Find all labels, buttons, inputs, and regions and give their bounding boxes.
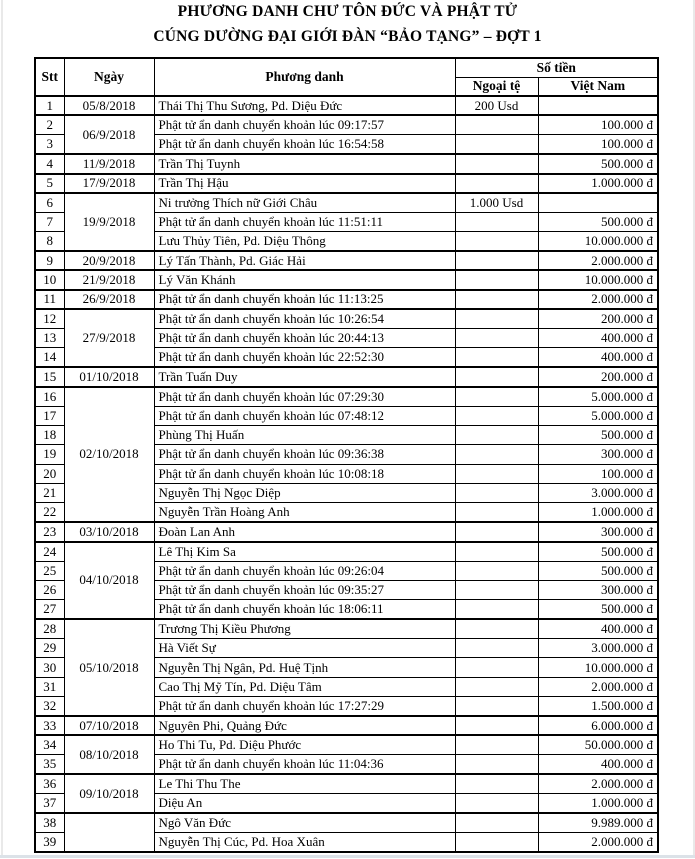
name-cell: Lưu Thủy Tiên, Pd. Diệu Thông [154, 232, 455, 251]
vnd-amount-cell: 300.000 đ [538, 522, 658, 541]
table-row [35, 251, 658, 270]
name-cell: Nguyễn Thị Cúc, Pd. Hoa Xuân [154, 832, 455, 851]
foreign-currency-cell [455, 445, 538, 464]
table-row [35, 270, 658, 289]
foreign-currency-cell [455, 716, 538, 735]
stt-cell: 7 [35, 212, 64, 231]
foreign-currency-cell [455, 658, 538, 677]
stt-cell: 9 [35, 251, 64, 270]
foreign-currency-cell [455, 813, 538, 832]
vnd-amount-cell: 50.000.000 đ [538, 735, 658, 754]
vnd-amount-cell: 10.000.000 đ [538, 232, 658, 251]
date-cell: 04/10/2018 [64, 542, 154, 620]
stt-cell: 28 [35, 619, 64, 638]
name-cell: Phật tử ẩn danh chuyển khoản lúc 07:29:30 [154, 387, 455, 406]
stt-cell: 23 [35, 522, 64, 541]
name-cell: Trần Tuấn Duy [154, 367, 455, 386]
name-cell: Nguyên Phi, Quảng Đức [154, 716, 455, 735]
name-cell: Thái Thị Thu Sương, Pd. Diệu Đức [154, 96, 455, 115]
name-cell: Trần Thị Tuynh [154, 154, 455, 173]
name-cell: Phật tử ẩn danh chuyển khoản lúc 07:48:12 [154, 406, 455, 425]
stt-cell: 5 [35, 174, 64, 193]
name-cell: Trương Thị Kiều Phương [154, 619, 455, 638]
vnd-amount-cell: 1.000.000 đ [538, 503, 658, 522]
table-row [35, 716, 658, 735]
foreign-currency-cell [455, 755, 538, 774]
vnd-amount-cell: 2.000.000 đ [538, 251, 658, 270]
stt-cell: 21 [35, 484, 64, 503]
stt-cell: 22 [35, 503, 64, 522]
name-cell: Hà Viết Sự [154, 639, 455, 658]
foreign-currency-cell [455, 735, 538, 754]
vnd-amount-cell: 500.000 đ [538, 600, 658, 619]
name-cell: Phật tử ẩn danh chuyển khoản lúc 11:13:25 [154, 290, 455, 309]
date-cell: 27/9/2018 [64, 309, 154, 367]
vnd-amount-cell: 300.000 đ [538, 445, 658, 464]
table-body [35, 96, 658, 852]
table-row [35, 309, 658, 328]
stt-cell: 39 [35, 832, 64, 851]
name-cell: Cao Thị Mỹ Tín, Pd. Diệu Tâm [154, 677, 455, 696]
stt-cell: 37 [35, 794, 64, 813]
foreign-currency-cell [455, 522, 538, 541]
foreign-currency-cell [455, 677, 538, 696]
table-row [35, 774, 658, 793]
vnd-amount-cell: 100.000 đ [538, 135, 658, 154]
date-cell: 01/10/2018 [64, 367, 154, 386]
name-cell: Ni trưởng Thích nữ Giới Châu [154, 193, 455, 212]
header-so-tien: Số tiền [455, 58, 658, 77]
foreign-currency-cell [455, 135, 538, 154]
foreign-currency-cell [455, 174, 538, 193]
vnd-amount-cell: 500.000 đ [538, 542, 658, 561]
name-cell: Lê Thị Kim Sa [154, 542, 455, 561]
foreign-currency-cell [455, 697, 538, 716]
foreign-currency-cell [455, 290, 538, 309]
stt-cell: 17 [35, 406, 64, 425]
vnd-amount-cell: 400.000 đ [538, 755, 658, 774]
name-cell: Nguyễn Thị Ngọc Diệp [154, 484, 455, 503]
header-ngoai-te: Ngoại tệ [455, 77, 538, 96]
foreign-currency-cell [455, 270, 538, 289]
foreign-currency-cell [455, 503, 538, 522]
foreign-currency-cell: 1.000 Usd [455, 193, 538, 212]
vnd-amount-cell: 500.000 đ [538, 154, 658, 173]
stt-cell: 33 [35, 716, 64, 735]
vnd-amount-cell: 500.000 đ [538, 425, 658, 444]
name-cell: Phật tử ẩn danh chuyển khoản lúc 09:26:04 [154, 561, 455, 580]
vnd-amount-cell: 3.000.000 đ [538, 639, 658, 658]
date-cell: 07/10/2018 [64, 716, 154, 735]
vnd-amount-cell: 2.000.000 đ [538, 774, 658, 793]
date-cell: 11/9/2018 [64, 154, 154, 173]
stt-cell: 15 [35, 367, 64, 386]
stt-cell: 19 [35, 445, 64, 464]
stt-cell: 13 [35, 329, 64, 348]
stt-cell: 35 [35, 755, 64, 774]
vnd-amount-cell: 400.000 đ [538, 619, 658, 638]
date-cell: 20/9/2018 [64, 251, 154, 270]
stt-cell: 24 [35, 542, 64, 561]
page-edge-left [1, 0, 3, 856]
foreign-currency-cell [455, 212, 538, 231]
date-cell: 06/9/2018 [64, 115, 154, 154]
stt-cell: 2 [35, 115, 64, 134]
vnd-amount-cell: 200.000 đ [538, 309, 658, 328]
vnd-amount-cell: 5.000.000 đ [538, 387, 658, 406]
name-cell: Phật tử ẩn danh chuyển khoản lúc 16:54:58 [154, 135, 455, 154]
foreign-currency-cell [455, 232, 538, 251]
stt-cell: 4 [35, 154, 64, 173]
name-cell: Phật tử ẩn danh chuyển khoản lúc 10:26:54 [154, 309, 455, 328]
foreign-currency-cell [455, 406, 538, 425]
vnd-amount-cell: 100.000 đ [538, 464, 658, 483]
foreign-currency-cell [455, 115, 538, 134]
name-cell: Phật tử ẩn danh chuyển khoản lúc 11:04:36 [154, 755, 455, 774]
stt-cell: 3 [35, 135, 64, 154]
stt-cell: 10 [35, 270, 64, 289]
stt-cell: 30 [35, 658, 64, 677]
foreign-currency-cell [455, 639, 538, 658]
header-ngay: Ngày [64, 58, 154, 96]
vnd-amount-cell: 3.000.000 đ [538, 484, 658, 503]
foreign-currency-cell [455, 484, 538, 503]
date-cell: 19/9/2018 [64, 193, 154, 251]
vnd-amount-cell: 9.989.000 đ [538, 813, 658, 832]
name-cell: Ngô Văn Đức [154, 813, 455, 832]
document-title-line2: CÚNG DƯỜNG ĐẠI GIỚI ĐÀN “BẢO TẠNG” – ĐỢT 1 [153, 28, 542, 45]
stt-cell: 32 [35, 697, 64, 716]
date-cell: 05/10/2018 [64, 619, 154, 716]
vnd-amount-cell [538, 96, 658, 115]
stt-cell: 16 [35, 387, 64, 406]
foreign-currency-cell: 200 Usd [455, 96, 538, 115]
vnd-amount-cell: 1.500.000 đ [538, 697, 658, 716]
stt-cell: 6 [35, 193, 64, 212]
table-row [35, 290, 658, 309]
table-row [35, 735, 658, 754]
name-cell: Ho Thi Tu, Pd. Diệu Phước [154, 735, 455, 754]
foreign-currency-cell [455, 425, 538, 444]
stt-cell: 11 [35, 290, 64, 309]
stt-cell: 20 [35, 464, 64, 483]
table-row [35, 367, 658, 386]
date-cell [64, 813, 154, 852]
foreign-currency-cell [455, 154, 538, 173]
foreign-currency-cell [455, 464, 538, 483]
name-cell: Lý Văn Khánh [154, 270, 455, 289]
name-cell: Trần Thị Hậu [154, 174, 455, 193]
date-cell: 05/8/2018 [64, 96, 154, 115]
name-cell: Phật tử ẩn danh chuyển khoản lúc 09:35:27 [154, 580, 455, 599]
vnd-amount-cell: 400.000 đ [538, 329, 658, 348]
name-cell: Nguyễn Trần Hoàng Anh [154, 503, 455, 522]
vnd-amount-cell: 6.000.000 đ [538, 716, 658, 735]
table-row [35, 174, 658, 193]
stt-cell: 36 [35, 774, 64, 793]
vnd-amount-cell: 10.000.000 đ [538, 658, 658, 677]
date-cell: 17/9/2018 [64, 174, 154, 193]
name-cell: Phật tử ẩn danh chuyển khoản lúc 11:51:11 [154, 212, 455, 231]
table-row [35, 619, 658, 638]
vnd-amount-cell: 100.000 đ [538, 115, 658, 134]
foreign-currency-cell [455, 387, 538, 406]
foreign-currency-cell [455, 832, 538, 851]
foreign-currency-cell [455, 348, 538, 367]
name-cell: Le Thi Thu The [154, 774, 455, 793]
table-row [35, 154, 658, 173]
stt-cell: 18 [35, 425, 64, 444]
table-header [35, 58, 658, 96]
table-row [35, 522, 658, 541]
stt-cell: 26 [35, 580, 64, 599]
stt-cell: 1 [35, 96, 64, 115]
foreign-currency-cell [455, 580, 538, 599]
table-row [35, 115, 658, 134]
foreign-currency-cell [455, 542, 538, 561]
stt-cell: 12 [35, 309, 64, 328]
vnd-amount-cell: 2.000.000 đ [538, 832, 658, 851]
vnd-amount-cell: 500.000 đ [538, 561, 658, 580]
date-cell: 08/10/2018 [64, 735, 154, 774]
document-title-line1: PHƯƠNG DANH CHƯ TÔN ĐỨC VÀ PHẬT TỬ [177, 3, 518, 20]
page-edge-bottom [0, 855, 695, 858]
date-cell: 02/10/2018 [64, 387, 154, 523]
name-cell: Phùng Thị Huấn [154, 425, 455, 444]
header-viet-nam: Việt Nam [538, 77, 658, 96]
name-cell: Phật tử ẩn danh chuyển khoản lúc 22:52:30 [154, 348, 455, 367]
date-cell: 03/10/2018 [64, 522, 154, 541]
foreign-currency-cell [455, 367, 538, 386]
foreign-currency-cell [455, 619, 538, 638]
vnd-amount-cell: 500.000 đ [538, 212, 658, 231]
foreign-currency-cell [455, 600, 538, 619]
table-row [35, 542, 658, 561]
vnd-amount-cell: 300.000 đ [538, 580, 658, 599]
stt-cell: 8 [35, 232, 64, 251]
foreign-currency-cell [455, 251, 538, 270]
name-cell: Phật tử ẩn danh chuyển khoản lúc 09:36:38 [154, 445, 455, 464]
date-cell: 26/9/2018 [64, 290, 154, 309]
name-cell: Phật tử ẩn danh chuyển khoản lúc 20:44:13 [154, 329, 455, 348]
header-phuong-danh: Phương danh [154, 58, 455, 96]
name-cell: Phật tử ẩn danh chuyển khoản lúc 10:08:18 [154, 464, 455, 483]
foreign-currency-cell [455, 561, 538, 580]
stt-cell: 31 [35, 677, 64, 696]
name-cell: Phật tử ẩn danh chuyển khoản lúc 18:06:11 [154, 600, 455, 619]
name-cell: Đoàn Lan Anh [154, 522, 455, 541]
stt-cell: 25 [35, 561, 64, 580]
foreign-currency-cell [455, 329, 538, 348]
foreign-currency-cell [455, 794, 538, 813]
stt-cell: 27 [35, 600, 64, 619]
foreign-currency-cell [455, 309, 538, 328]
date-cell: 09/10/2018 [64, 774, 154, 813]
date-cell: 21/9/2018 [64, 270, 154, 289]
stt-cell: 14 [35, 348, 64, 367]
name-cell: Lý Tấn Thành, Pd. Giác Hải [154, 251, 455, 270]
name-cell: Phật tử ẩn danh chuyển khoản lúc 17:27:29 [154, 697, 455, 716]
stt-cell: 29 [35, 639, 64, 658]
vnd-amount-cell [538, 193, 658, 212]
table-row [35, 387, 658, 406]
donation-table [34, 57, 659, 853]
table-row [35, 96, 658, 115]
vnd-amount-cell: 400.000 đ [538, 348, 658, 367]
vnd-amount-cell: 5.000.000 đ [538, 406, 658, 425]
vnd-amount-cell: 200.000 đ [538, 367, 658, 386]
stt-cell: 38 [35, 813, 64, 832]
vnd-amount-cell: 1.000.000 đ [538, 174, 658, 193]
vnd-amount-cell: 2.000.000 đ [538, 290, 658, 309]
name-cell: Phật tử ẩn danh chuyển khoản lúc 09:17:57 [154, 115, 455, 134]
name-cell: Nguyễn Thị Ngân, Pd. Huệ Tịnh [154, 658, 455, 677]
header-stt: Stt [35, 58, 64, 96]
name-cell: Diệu An [154, 794, 455, 813]
foreign-currency-cell [455, 774, 538, 793]
vnd-amount-cell: 10.000.000 đ [538, 270, 658, 289]
vnd-amount-cell: 2.000.000 đ [538, 677, 658, 696]
vnd-amount-cell: 1.000.000 đ [538, 794, 658, 813]
stt-cell: 34 [35, 735, 64, 754]
table-row [35, 813, 658, 832]
table-row [35, 193, 658, 212]
header-row-top [35, 58, 658, 77]
